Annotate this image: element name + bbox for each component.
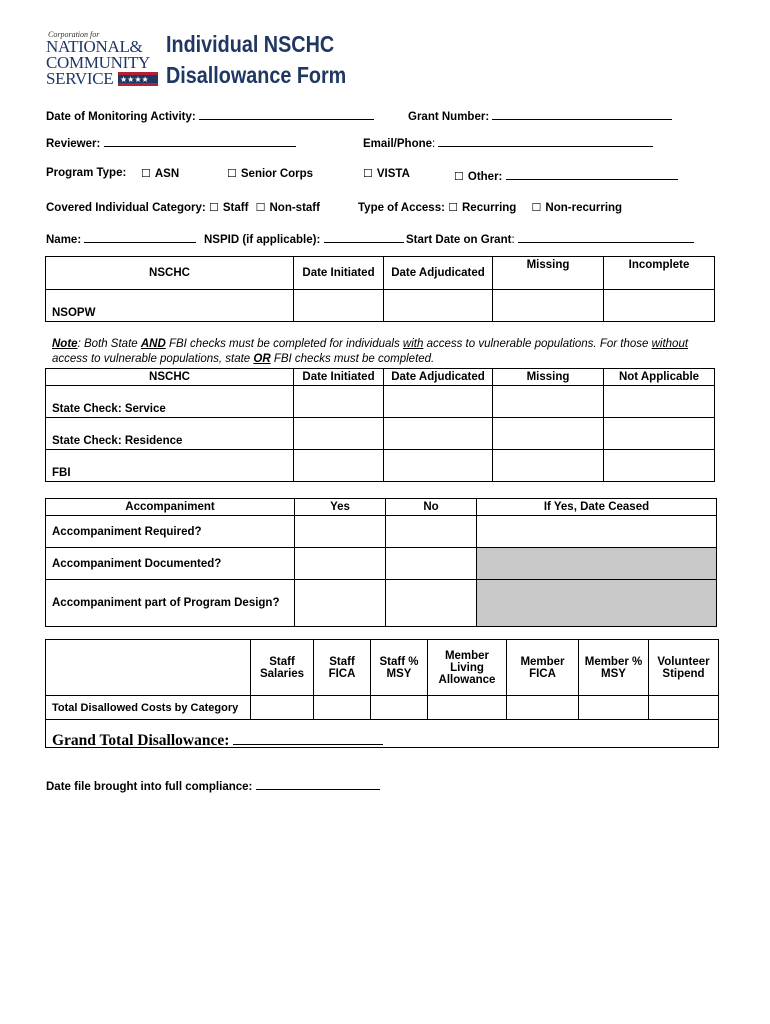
table2-header-nschc: NSCHC bbox=[46, 369, 294, 386]
note-text-2: FBI checks must be completed for individuals bbox=[165, 338, 403, 350]
logo-service-text: SERVICE bbox=[46, 69, 114, 88]
table4-header-blank bbox=[46, 640, 251, 696]
table4-header-volunteer-stipend: Volunteer Stipend bbox=[649, 640, 719, 696]
table2-cell[interactable] bbox=[604, 418, 715, 450]
reviewer-field[interactable] bbox=[46, 134, 296, 150]
table2-cell[interactable] bbox=[384, 450, 493, 482]
table3-header-yes: Yes bbox=[295, 499, 386, 516]
table3-cell[interactable] bbox=[477, 516, 717, 548]
table2-cell[interactable] bbox=[294, 450, 384, 482]
grand-total-field[interactable] bbox=[52, 730, 383, 750]
checkbox-icon[interactable]: ☐ bbox=[227, 168, 237, 180]
email-phone-field[interactable]: Email/Phone: bbox=[363, 134, 653, 150]
table4-cell[interactable] bbox=[251, 696, 314, 720]
note-without: without bbox=[651, 338, 689, 350]
compliance-date-label: Date file brought into full compliance: bbox=[46, 781, 253, 793]
date-of-monitoring-line[interactable] bbox=[199, 107, 374, 120]
table3-header-no: No bbox=[386, 499, 477, 516]
table1-cell[interactable] bbox=[384, 290, 493, 322]
grand-total-line[interactable] bbox=[233, 730, 383, 745]
table1-header-nschc: NSCHC bbox=[46, 257, 294, 290]
nschc-table-1 bbox=[45, 256, 715, 322]
category-option-non-staff[interactable]: Non-staff bbox=[269, 202, 320, 214]
table3-cell[interactable] bbox=[386, 516, 477, 548]
table2-header-date-initiated: Date Initiated bbox=[294, 369, 384, 386]
note-or: OR bbox=[253, 353, 271, 365]
table4-header-member-msy: Member % MSY bbox=[579, 640, 649, 696]
program-option-vista-label: VISTA bbox=[376, 168, 410, 180]
compliance-date-line[interactable] bbox=[256, 777, 380, 790]
table3-header-accompaniment: Accompaniment bbox=[46, 499, 295, 516]
table4-cell[interactable] bbox=[428, 696, 507, 720]
table2-row-state-service-label: State Check: Service bbox=[46, 386, 294, 418]
table3-cell[interactable] bbox=[386, 580, 477, 627]
note-label: Note bbox=[52, 338, 78, 350]
covered-category-field bbox=[46, 201, 320, 214]
checks-note bbox=[52, 337, 702, 367]
email-phone-label: Email/Phone bbox=[363, 138, 433, 150]
form-title-line1: Individual NSCHC bbox=[166, 31, 335, 57]
table2-cell[interactable] bbox=[384, 386, 493, 418]
table4-header-member-fica: Member FICA bbox=[507, 640, 579, 696]
compliance-date-field[interactable] bbox=[46, 777, 380, 793]
category-option-staff[interactable]: Staff bbox=[222, 202, 249, 214]
start-date-label: Start Date on Grant bbox=[406, 234, 512, 246]
cncs-logo bbox=[46, 30, 158, 90]
table1-cell[interactable] bbox=[604, 290, 715, 322]
table3-row-required-label: Accompaniment Required? bbox=[46, 516, 295, 548]
table2-row-fbi-label: FBI bbox=[46, 450, 294, 482]
access-option-non-recurring[interactable]: Non-recurring bbox=[545, 202, 623, 214]
table4-cell[interactable] bbox=[507, 696, 579, 720]
table1-cell[interactable] bbox=[294, 290, 384, 322]
program-option-other[interactable] bbox=[454, 167, 678, 183]
logo-corp-text: Corporation for bbox=[48, 30, 100, 39]
table4-cell[interactable] bbox=[314, 696, 371, 720]
table2-cell[interactable] bbox=[604, 386, 715, 418]
table3-row-documented-label: Accompaniment Documented? bbox=[46, 548, 295, 580]
date-of-monitoring-field[interactable] bbox=[46, 107, 374, 123]
covered-category-label: Covered Individual Category: bbox=[46, 202, 206, 214]
table4-row-total-label: Total Disallowed Costs by Category bbox=[46, 696, 251, 720]
name-field[interactable] bbox=[46, 230, 196, 246]
access-option-recurring[interactable]: Recurring bbox=[462, 202, 517, 214]
form-title-line2: Disallowance Form bbox=[166, 62, 347, 88]
table2-header-date-adjudicated: Date Adjudicated bbox=[384, 369, 493, 386]
name-label: Name: bbox=[46, 234, 82, 246]
table1-header-date-initiated: Date Initiated bbox=[294, 257, 384, 290]
reviewer-line[interactable] bbox=[104, 134, 296, 147]
table3-cell[interactable] bbox=[295, 548, 386, 580]
date-of-monitoring-label: Date of Monitoring Activity: bbox=[46, 111, 196, 123]
program-type-label: Program Type: bbox=[46, 167, 127, 179]
table1-cell[interactable] bbox=[493, 290, 604, 322]
nspid-label: NSPID (if applicable): bbox=[204, 234, 321, 246]
note-and: AND bbox=[140, 338, 166, 350]
checkbox-icon[interactable]: ☐ bbox=[208, 202, 219, 214]
type-of-access-field bbox=[358, 201, 622, 214]
table4-header-staff-fica: Staff FICA bbox=[314, 640, 371, 696]
table4-header-staff-salaries: Staff Salaries bbox=[251, 640, 314, 696]
email-phone-line[interactable] bbox=[438, 134, 653, 147]
table3-shaded-cell bbox=[477, 580, 717, 627]
table4-cell[interactable] bbox=[649, 696, 719, 720]
note-with: with bbox=[402, 338, 424, 350]
note-text-3: access to vulnerable populations. For those bbox=[423, 338, 652, 350]
type-of-access-label: Type of Access: bbox=[358, 202, 445, 214]
reviewer-label: Reviewer: bbox=[46, 138, 101, 150]
table3-cell[interactable] bbox=[386, 548, 477, 580]
checkbox-icon[interactable]: ☐ bbox=[141, 168, 151, 180]
grant-number-field[interactable] bbox=[408, 107, 672, 123]
checkbox-icon[interactable]: ☐ bbox=[363, 168, 373, 180]
note-text-5: FBI checks must be completed. bbox=[270, 353, 435, 365]
table3-row-program-design-label: Accompaniment part of Program Design? bbox=[46, 580, 295, 627]
checkbox-icon[interactable]: ☐ bbox=[448, 202, 458, 214]
start-date-field[interactable]: Start Date on Grant: bbox=[406, 230, 694, 246]
nspid-field[interactable] bbox=[204, 230, 404, 246]
table1-header-date-adjudicated: Date Adjudicated bbox=[384, 257, 493, 290]
table2-cell[interactable] bbox=[493, 418, 604, 450]
table2-cell[interactable] bbox=[384, 418, 493, 450]
checkbox-icon[interactable]: ☐ bbox=[255, 202, 266, 214]
table4-header-member-living-allowance: Member Living Allowance bbox=[428, 640, 507, 696]
program-option-other-label: Other: bbox=[467, 171, 503, 183]
checkbox-icon[interactable]: ☐ bbox=[531, 202, 542, 214]
start-date-line[interactable] bbox=[518, 230, 694, 243]
name-line[interactable] bbox=[84, 230, 196, 243]
grant-number-line[interactable] bbox=[492, 107, 672, 120]
note-text-1: : Both State bbox=[77, 338, 141, 350]
table2-cell[interactable] bbox=[294, 418, 384, 450]
table4-header-staff-msy: Staff % MSY bbox=[371, 640, 428, 696]
table4-cell[interactable] bbox=[371, 696, 428, 720]
table3-cell[interactable] bbox=[295, 516, 386, 548]
program-option-asn-label: ASN bbox=[154, 168, 180, 180]
table3-header-date-ceased: If Yes, Date Ceased bbox=[477, 499, 717, 516]
table2-cell[interactable] bbox=[604, 450, 715, 482]
table4-cell[interactable] bbox=[579, 696, 649, 720]
program-other-line[interactable] bbox=[506, 167, 678, 180]
table3-shaded-cell bbox=[477, 548, 717, 580]
note-text-4: access to vulnerable populations, state bbox=[52, 353, 254, 365]
table2-header-missing: Missing bbox=[493, 369, 604, 386]
nschc-table-2 bbox=[45, 368, 715, 482]
table1-header-missing: Missing bbox=[493, 257, 604, 290]
table2-header-not-applicable: Not Applicable bbox=[604, 369, 715, 386]
checkbox-icon[interactable]: ☐ bbox=[454, 171, 464, 183]
accompaniment-table bbox=[45, 498, 717, 627]
logo-community-text: COMMUNITY bbox=[46, 53, 151, 72]
grant-number-label: Grant Number: bbox=[408, 111, 490, 123]
program-option-vista[interactable] bbox=[363, 167, 410, 180]
nspid-line[interactable] bbox=[324, 230, 404, 243]
flag-stars-icon bbox=[118, 72, 158, 86]
program-option-asn[interactable] bbox=[141, 167, 179, 180]
table2-cell[interactable] bbox=[493, 450, 604, 482]
table1-row-nsopw-label: NSOPW bbox=[46, 290, 294, 322]
logo-national-text: NATIONAL& bbox=[46, 37, 143, 56]
program-option-senior-corps-label: Senior Corps bbox=[240, 168, 314, 180]
program-option-senior-corps[interactable] bbox=[227, 167, 313, 180]
table2-cell[interactable] bbox=[294, 386, 384, 418]
grand-total-label: Grand Total Disallowance: bbox=[52, 732, 230, 749]
table2-cell[interactable] bbox=[493, 386, 604, 418]
table2-row-state-residence-label: State Check: Residence bbox=[46, 418, 294, 450]
table3-cell[interactable] bbox=[295, 580, 386, 627]
svg-text:★★★★: ★★★★ bbox=[120, 75, 149, 84]
table1-header-incomplete: Incomplete bbox=[604, 257, 715, 290]
